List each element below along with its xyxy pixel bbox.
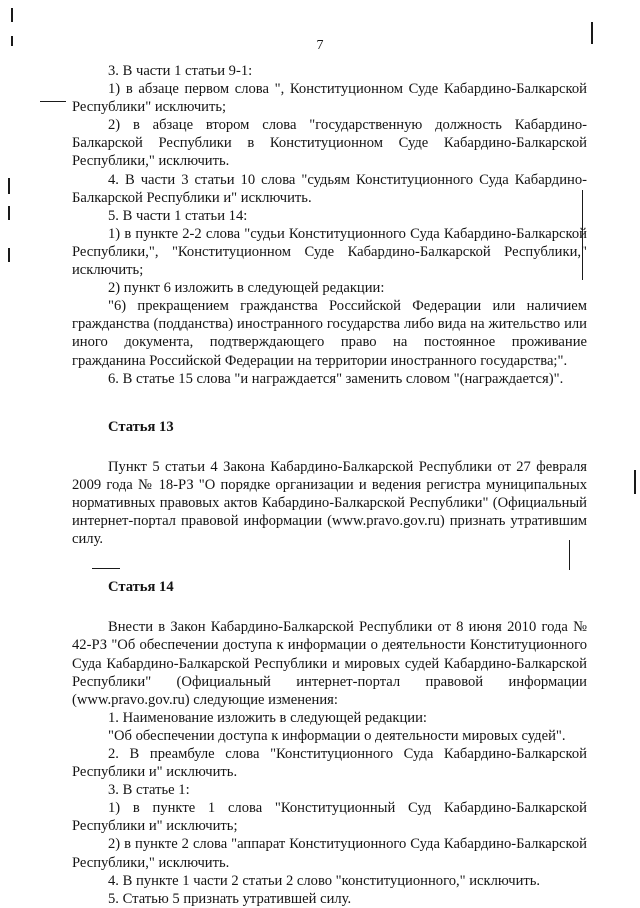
paragraph: 2) в абзаце втором слова "государственную должность Кабардино-Балкарской Республики в Конституционном Суде Кабардино-Балкарской Республики," исключить. <box>72 117 587 170</box>
paragraph: 2) в пункте 2 слова "аппарат Конституционного Суда Кабардино-Балкарской Республики," исключить. <box>72 836 587 871</box>
paragraph: 1) в пункте 1 слова "Конституционный Суд Кабардино-Балкарской Республики и" исключить; <box>72 800 587 835</box>
document-body <box>72 62 587 908</box>
paragraph: 4. В пункте 1 части 2 статьи 2 слово "конституционного," исключить. <box>108 872 541 889</box>
paragraph: 5. В части 1 статьи 14: <box>108 207 248 224</box>
paragraph: 5. Статью 5 признать утратившей силу. <box>108 890 352 907</box>
scan-mark <box>8 178 10 194</box>
paragraph: Внести в Закон Кабардино-Балкарской Республики от 8 июня 2010 года № 42-РЗ "Об обеспечении доступа к информации о деятельности Конституционного Суда Кабардино-Балкарской Республики и мировых судей Кабардино-Балкарской Республики" (Официальный интернет-портал правовой информации (www.pravo.gov.ru) следующие изменения: <box>72 619 587 708</box>
paragraph: 2) пункт 6 изложить в следующей редакции: <box>108 280 385 297</box>
article-13-text: Пункт 5 статьи 4 Закона Кабардино-Балкарской Республики от 27 февраля 2009 года № 18-РЗ "О порядке организации и ведения регистра муниципальных нормативных правовых актов Кабардино-Балкарской Республики" (Официальный интернет-портал правовой информации (www.pravo.gov.ru) признать утратившим силу. <box>72 458 587 548</box>
article-14-heading: Статья 14 <box>108 579 174 596</box>
paragraph: 3. В части 1 статьи 9-1: <box>108 63 253 79</box>
paragraph: "Об обеспечении доступа к информации о деятельности мировых судей". <box>108 727 566 744</box>
paragraph: 4. В части 3 статьи 10 слова "судьям Конституционного Суда Кабардино-Балкарской Республики и" исключить. <box>72 171 587 206</box>
scan-mark <box>634 470 636 494</box>
paragraph: 2. В преамбуле слова "Конституционного Суда Кабардино-Балкарской Республики и" исключить. <box>72 746 587 781</box>
scan-mark <box>11 8 13 22</box>
paragraph: 3. В статье 1: <box>108 782 190 799</box>
paragraph: 6. В статье 15 слова "и награждается" заменить словом "(награждается)". <box>108 370 564 387</box>
scan-mark <box>40 101 66 102</box>
page-number: 7 <box>316 38 324 53</box>
article-13-heading: Статья 13 <box>108 418 174 435</box>
paragraph: 1. Наименование изложить в следующей редакции: <box>108 709 427 726</box>
paragraph: 1) в пункте 2-2 слова "судьи Конституционного Суда Кабардино-Балкарской Республики,", "Конституционном Суде Кабардино-Балкарской Республики," исключить; <box>72 225 587 279</box>
paragraph: "6) прекращением гражданства Российской Федерации или наличием гражданства (подданства) иностранного государства либо вида на жительство или иного документа, подтверждающего право на постоянное проживание гражданина Российской Федерации на территории иностранного государства;". <box>72 298 587 369</box>
paragraph: 1) в абзаце первом слова ", Конституционном Суде Кабардино-Балкарской Республики" исключить; <box>72 81 587 116</box>
scan-mark <box>8 248 10 262</box>
scan-mark <box>8 206 10 220</box>
